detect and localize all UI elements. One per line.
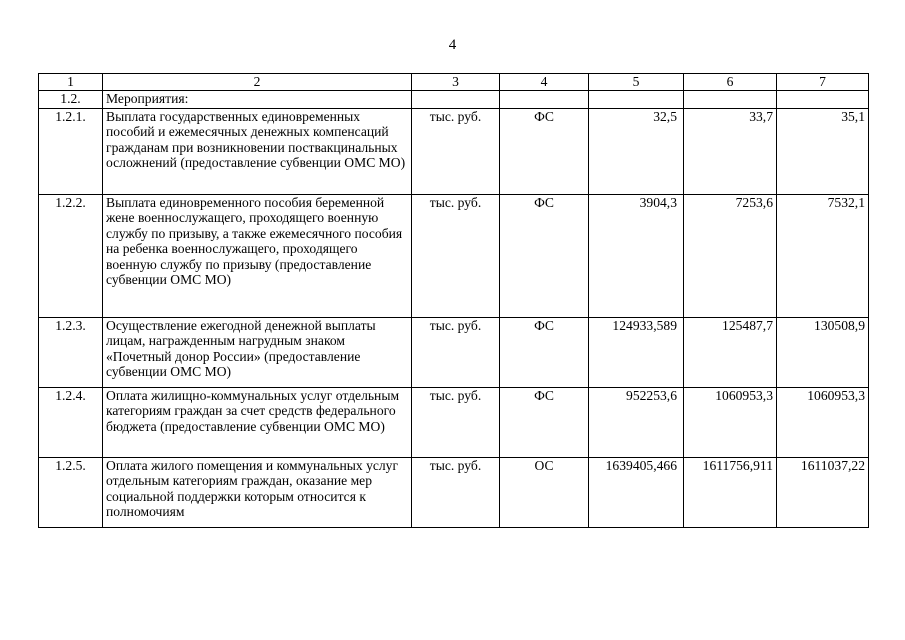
table-row <box>39 195 869 318</box>
row-name: Выплата единовременного пособия беременной жене военнослужащего, проходящего военную службу по призыву, а также ежемесячного пособия на ребенка военнослужащего, проходящего военную службу по призыву (предоставление субвенции ОМС МО) <box>103 195 412 318</box>
row-number: 1.2.3. <box>39 318 103 388</box>
row-value-6: 125487,7 <box>684 318 777 388</box>
row-unit <box>412 91 500 109</box>
row-source: ФС <box>500 318 589 388</box>
row-name: Оплата жилого помещения и коммунальных услуг отдельным категориям граждан, оказание мер социальной поддержки которым относится к полномочиям <box>103 458 412 528</box>
column-header: 7 <box>777 74 869 91</box>
column-header: 1 <box>39 74 103 91</box>
row-unit: тыс. руб. <box>412 458 500 528</box>
column-header: 4 <box>500 74 589 91</box>
table-row <box>39 91 869 109</box>
row-unit: тыс. руб. <box>412 388 500 458</box>
row-value-5: 32,5 <box>589 109 684 195</box>
row-value-5: 1639405,466 <box>589 458 684 528</box>
row-name: Мероприятия: <box>103 91 412 109</box>
row-source: ФС <box>500 109 589 195</box>
row-value-5 <box>589 91 684 109</box>
row-value-7: 7532,1 <box>777 195 869 318</box>
row-value-6: 33,7 <box>684 109 777 195</box>
row-value-5: 124933,589 <box>589 318 684 388</box>
row-source: ФС <box>500 388 589 458</box>
row-unit: тыс. руб. <box>412 109 500 195</box>
row-value-6: 7253,6 <box>684 195 777 318</box>
row-number: 1.2.1. <box>39 109 103 195</box>
row-value-7 <box>777 91 869 109</box>
row-source: ФС <box>500 195 589 318</box>
row-source: ОС <box>500 458 589 528</box>
row-unit: тыс. руб. <box>412 318 500 388</box>
row-name: Оплата жилищно-коммунальных услуг отдельным категориям граждан за счет средств федерального бюджета (предоставление субвенции ОМС МО) <box>103 388 412 458</box>
row-number: 1.2. <box>39 91 103 109</box>
row-value-6 <box>684 91 777 109</box>
column-header: 5 <box>589 74 684 91</box>
table-header-row <box>39 74 869 91</box>
row-source <box>500 91 589 109</box>
row-value-5: 3904,3 <box>589 195 684 318</box>
column-header: 2 <box>103 74 412 91</box>
table-row <box>39 458 869 528</box>
row-value-5: 952253,6 <box>589 388 684 458</box>
table-row <box>39 109 869 195</box>
row-name: Выплата государственных единовременных пособий и ежемесячных денежных компенсаций гражданам при возникновении поствакцинальных осложнений (предоставление субвенции ОМС МО) <box>103 109 412 195</box>
page-number: 4 <box>448 37 457 53</box>
row-value-7: 1060953,3 <box>777 388 869 458</box>
row-name: Осуществление ежегодной денежной выплаты лицам, награжденным нагрудным знаком «Почетный донор России» (предоставление субвенции ОМС МО) <box>103 318 412 388</box>
table-row <box>39 318 869 388</box>
row-value-6: 1611756,911 <box>684 458 777 528</box>
row-value-6: 1060953,3 <box>684 388 777 458</box>
row-value-7: 1611037,22 <box>777 458 869 528</box>
column-header: 6 <box>684 74 777 91</box>
row-value-7: 130508,9 <box>777 318 869 388</box>
row-number: 1.2.5. <box>39 458 103 528</box>
row-value-7: 35,1 <box>777 109 869 195</box>
column-header: 3 <box>412 74 500 91</box>
row-number: 1.2.4. <box>39 388 103 458</box>
budget-table <box>38 73 869 528</box>
row-number: 1.2.2. <box>39 195 103 318</box>
table-row <box>39 388 869 458</box>
row-unit: тыс. руб. <box>412 195 500 318</box>
